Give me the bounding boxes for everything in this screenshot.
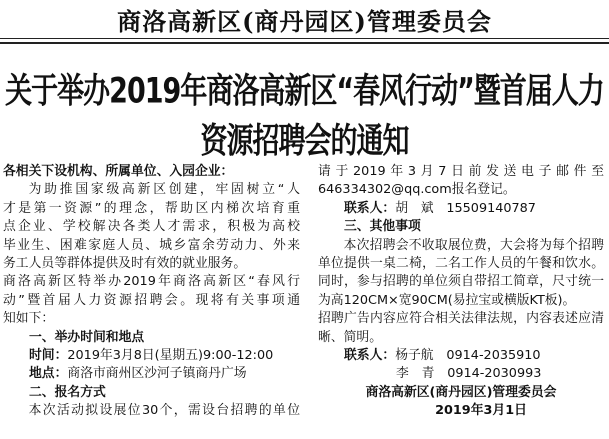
body-line: 动”暨首届人力资源招聘会。现将有关事项通: [3, 292, 300, 308]
issuing-org-header: 商洛高新区(商丹园区)管理委员会: [117, 7, 492, 36]
body-line: 本次活动拟设展位30个，需设台招聘的单位: [28, 403, 300, 419]
body-line: 同时，参与招聘的单位须自带招工简章，尺寸统一: [318, 274, 604, 290]
place-value: 商洛市商州区沙河子镇商丹广场: [67, 366, 247, 382]
body-line: 知如下：: [3, 311, 55, 327]
right-column: [318, 163, 604, 421]
section-heading-time-place: 一、举办时间和地点: [29, 329, 145, 345]
salutation: 各相关下设机构、所属单位、入园企业：: [3, 164, 234, 179]
signature-org: 商洛高新区(商丹园区)管理委员会: [365, 384, 557, 400]
time-label: 时间：: [29, 348, 68, 364]
body-line: 商洛高新区特举办2019年商洛高新区“春风行: [3, 274, 300, 290]
header-rule-top: [0, 38, 609, 39]
contact-1: [318, 200, 604, 218]
contact-2-second: 李 青 0914-2030993: [396, 366, 542, 382]
email-line: 646334302@qq.com报名登记。: [318, 182, 516, 198]
body-line: 本次招聘会不收取展位费，大会将为每个招聘: [343, 237, 604, 253]
event-time: [3, 347, 300, 365]
body-line: 务工人员等群体提供及时有效的就业服务。: [3, 256, 247, 272]
contact-2: [318, 347, 604, 365]
body-line: 招聘广告内容应符合相关法律法规，内容表述应清: [318, 311, 604, 327]
header-rule-bottom: [0, 42, 609, 44]
event-place: [3, 365, 300, 383]
contact-label: 联系人：: [344, 348, 396, 364]
section-heading-other: 三、其他事项: [344, 219, 421, 235]
body-line: 请于2019年3月7日前发送电子邮件至: [318, 164, 604, 179]
left-column: [3, 163, 300, 421]
contact-value: 胡 斌 15509140787: [395, 200, 536, 216]
signature-date: 2019年3月1日: [435, 403, 527, 419]
body-line: 点企业、学校解决各类人才需求，积极为高校: [3, 219, 300, 235]
notice-title: 关于举办2019年商洛高新区“春风行动”暨首届人力资源招聘会的通知: [5, 71, 604, 162]
body-line: 晰、简明。: [318, 329, 382, 345]
place-label: 地点：: [29, 366, 68, 382]
body-line: 为助推国家级高新区创建，牢固树立“人: [28, 182, 300, 198]
body-line: 才是第一资源”的理念，帮助区内梯次培育重: [3, 200, 300, 216]
body-line: 单位提供一桌二椅，二名工作人员的午餐和饮水。: [318, 256, 604, 272]
contact-label: 联系人：: [344, 200, 396, 216]
contact-value: 杨子航 0914-2035910: [395, 348, 541, 364]
section-heading-registration: 二、报名方式: [29, 384, 106, 400]
body-line: 为高120CM×宽90CM(易拉宝或横版KT板)。: [318, 292, 576, 308]
body-line: 毕业生、困难家庭人员、城乡富余劳动力、外来: [3, 237, 300, 253]
time-value: 2019年3月8日(星期五)9:00-12:00: [67, 348, 274, 364]
